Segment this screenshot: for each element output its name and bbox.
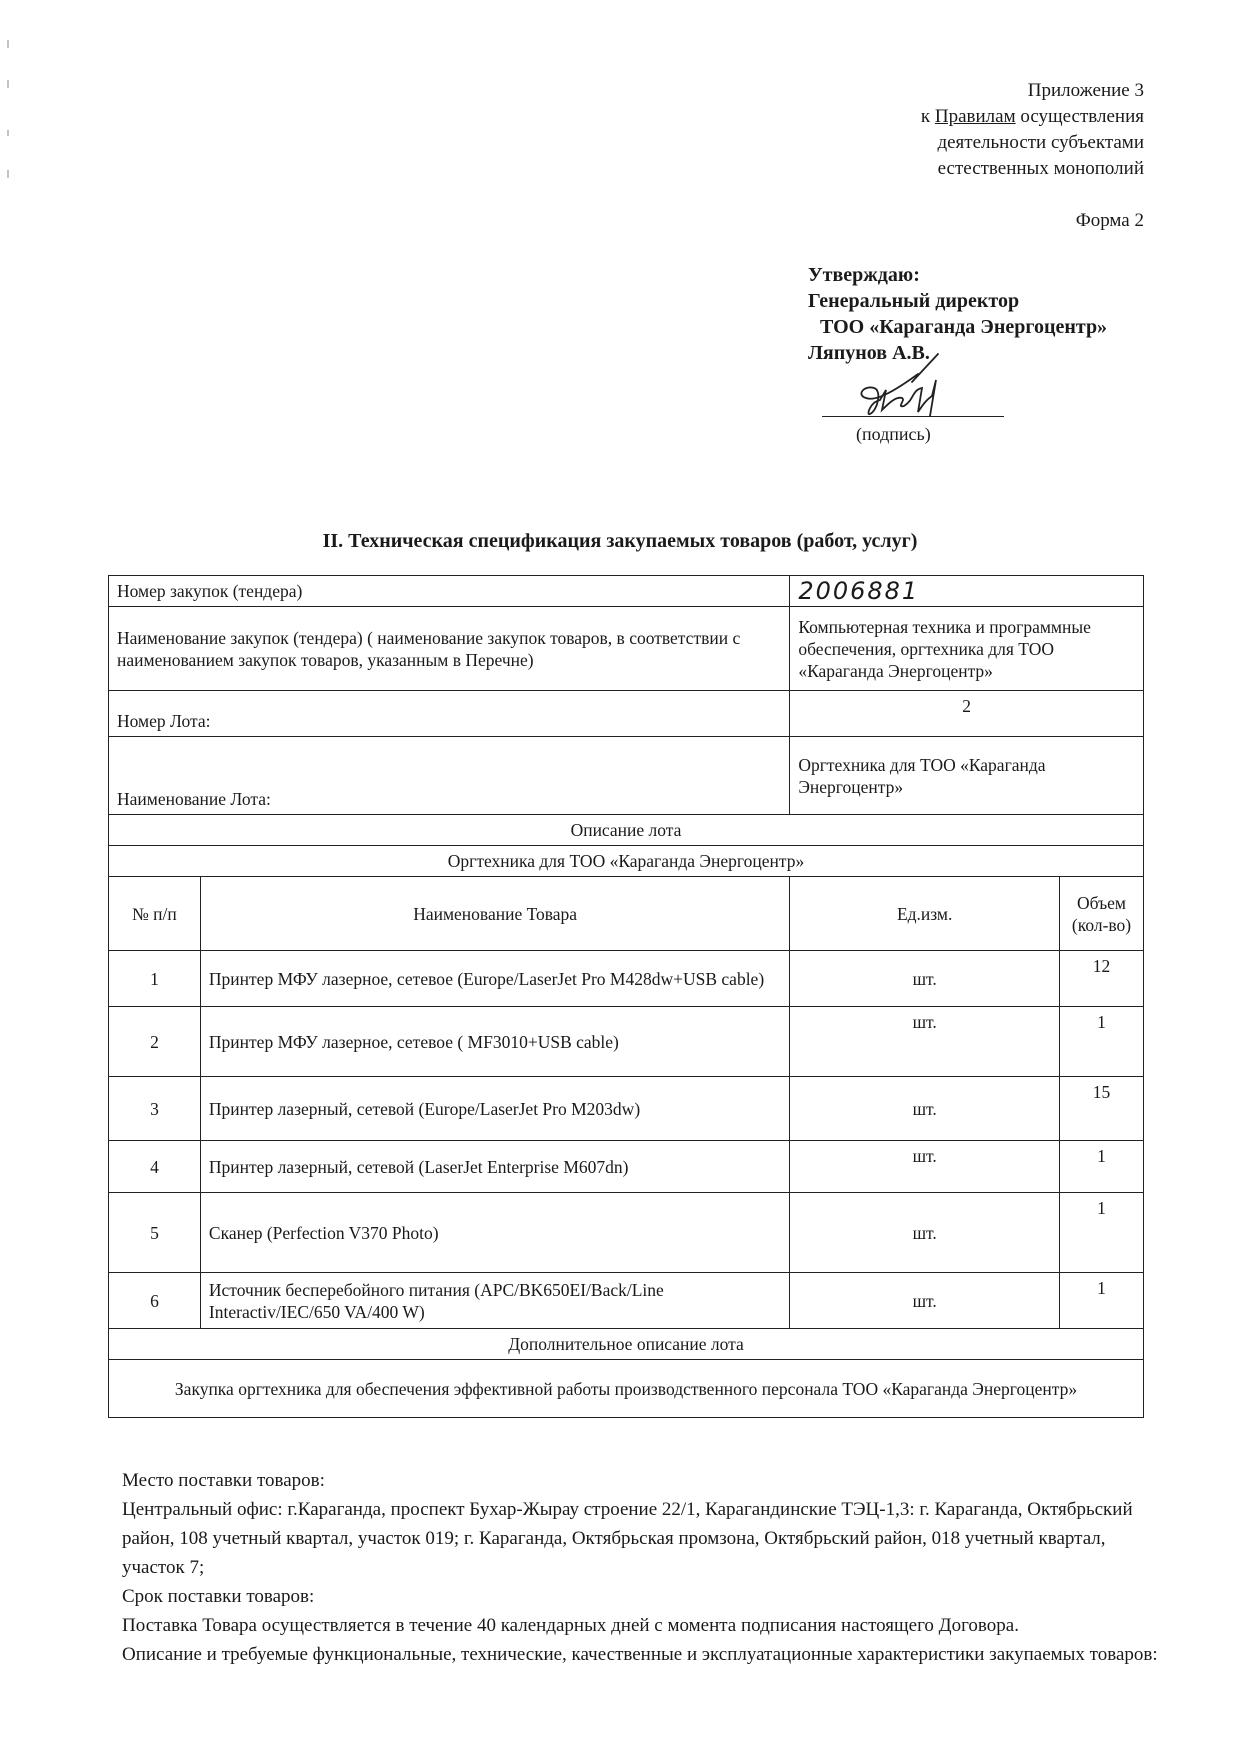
- lot-description-header-row: [109, 815, 1144, 846]
- additional-description-text: Закупка оргтехника для обеспечения эффективной работы производственного персонала ТОО «Караганда Энергоцентр»: [109, 1360, 1144, 1418]
- lot-number-label: Номер Лота:: [109, 691, 790, 737]
- tender-name-label: Наименование закупок (тендера) ( наименование закупок товаров, в соответствии с наименованием закупок товаров, указанным в Перечне): [109, 607, 790, 691]
- row-num: 1: [109, 951, 201, 1007]
- appendix-line-3: деятельности субъектами: [937, 132, 1144, 153]
- requirements-text: Описание и требуемые функциональные, технические, качественные и эксплуатационные характеристики закупаемых товаров:: [122, 1644, 1158, 1665]
- table-row: [109, 951, 1144, 1007]
- lot-description-header: Описание лота: [109, 815, 1144, 846]
- row-name: Принтер МФУ лазерное, сетевое (Europe/LaserJet Pro M428dw+USB cable): [200, 951, 789, 1007]
- row-qty: 1: [1060, 1141, 1144, 1193]
- table-row: [109, 1141, 1144, 1193]
- scan-margin-marks: [4, 40, 14, 200]
- form-label: Форма 2: [1075, 210, 1144, 231]
- tender-number-value: 2006881: [790, 576, 1144, 607]
- lot-number-row: [109, 691, 1144, 737]
- row-qty: 1: [1060, 1193, 1144, 1273]
- specification-table: [108, 575, 1144, 1418]
- row-name: Источник бесперебойного питания (APC/BK650EI/Back/Line Interactiv/IEC/650 VA/400 W): [200, 1273, 789, 1329]
- tender-name-value: Компьютерная техника и программные обеспечения, оргтехника для ТОО «Караганда Энергоцентр»: [790, 607, 1144, 691]
- row-unit: шт.: [790, 1193, 1060, 1273]
- row-num: 4: [109, 1141, 201, 1193]
- table-row: [109, 1007, 1144, 1077]
- row-unit: шт.: [790, 951, 1060, 1007]
- table-row: [109, 1193, 1144, 1273]
- row-num: 5: [109, 1193, 201, 1273]
- row-name: Принтер МФУ лазерное, сетевое ( MF3010+USB cable): [200, 1007, 789, 1077]
- row-name: Принтер лазерный, сетевой (Europe/LaserJet Pro M203dw): [200, 1077, 789, 1141]
- column-header-unit: Ед.изм.: [790, 877, 1060, 951]
- column-header-qty: Объем (кол-во): [1060, 877, 1144, 951]
- handwritten-signature: [826, 350, 976, 430]
- delivery-term-label: Срок поставки товаров:: [122, 1586, 315, 1607]
- approver-company: ТОО «Караганда Энергоцентр»: [820, 316, 1108, 338]
- approve-label: Утверждаю:: [808, 264, 920, 286]
- delivery-section: [122, 1466, 1162, 1669]
- table-row: [109, 1273, 1144, 1329]
- lot-name-value: Оргтехника для ТОО «Караганда Энергоцентр»: [790, 737, 1144, 815]
- table-header-row: [109, 877, 1144, 951]
- row-qty: 1: [1060, 1273, 1144, 1329]
- column-header-num: № п/п: [109, 877, 201, 951]
- delivery-place-text: Центральный офис: г.Караганда, проспект Бухар-Жырау строение 22/1, Карагандинские ТЭЦ-1,3: г. Караганда, Октябрьский район, 108 учетный квартал, участок 019; г. Караганда, Октябрьская промзона, Октябрьский район, 018 учетный квартал, участок 7;: [122, 1499, 1133, 1578]
- approver-position: Генеральный директор: [808, 290, 1020, 312]
- row-num: 3: [109, 1077, 201, 1141]
- rules-reference: Правилам: [934, 106, 1016, 127]
- row-unit: шт.: [790, 1273, 1060, 1329]
- appendix-line-1: Приложение 3: [1027, 80, 1144, 101]
- additional-text-row: [109, 1360, 1144, 1418]
- row-unit: шт.: [790, 1007, 1060, 1077]
- approver-name: Ляпунов А.В.: [808, 342, 930, 364]
- row-name: Сканер (Perfection V370 Photo): [200, 1193, 789, 1273]
- lot-name-label: Наименование Лота:: [109, 737, 790, 815]
- appendix-line-2: к Правилам осуществления: [920, 106, 1144, 127]
- lot-name-row: [109, 737, 1144, 815]
- row-num: 2: [109, 1007, 201, 1077]
- additional-description-header: Дополнительное описание лота: [109, 1329, 1144, 1360]
- signature-caption: (подпись): [856, 424, 931, 444]
- row-unit: шт.: [790, 1077, 1060, 1141]
- tender-name-row: [109, 607, 1144, 691]
- tender-number-row: [109, 576, 1144, 607]
- row-qty: 15: [1060, 1077, 1144, 1141]
- signature-line: [822, 416, 1004, 417]
- additional-header-row: [109, 1329, 1144, 1360]
- row-qty: 12: [1060, 951, 1144, 1007]
- column-header-name: Наименование Товара: [200, 877, 789, 951]
- delivery-term-text: Поставка Товара осуществляется в течение 40 календарных дней с момента подписания настоящего Договора.: [122, 1615, 1019, 1636]
- row-qty: 1: [1060, 1007, 1144, 1077]
- lot-number-value: 2: [790, 691, 1144, 737]
- row-name: Принтер лазерный, сетевой (LaserJet Enterprise M607dn): [200, 1141, 789, 1193]
- delivery-place-label: Место поставки товаров:: [122, 1470, 325, 1491]
- row-unit: шт.: [790, 1141, 1060, 1193]
- section-title: II. Техническая спецификация закупаемых товаров (работ, услуг): [322, 530, 918, 552]
- appendix-header: [921, 78, 1144, 182]
- lot-subheader-row: [109, 846, 1144, 877]
- row-num: 6: [109, 1273, 201, 1329]
- lot-subheader: Оргтехника для ТОО «Караганда Энергоцентр»: [109, 846, 1144, 877]
- appendix-line-4: естественных монополий: [937, 158, 1144, 179]
- tender-number-label: Номер закупок (тендера): [109, 576, 790, 607]
- table-row: [109, 1077, 1144, 1141]
